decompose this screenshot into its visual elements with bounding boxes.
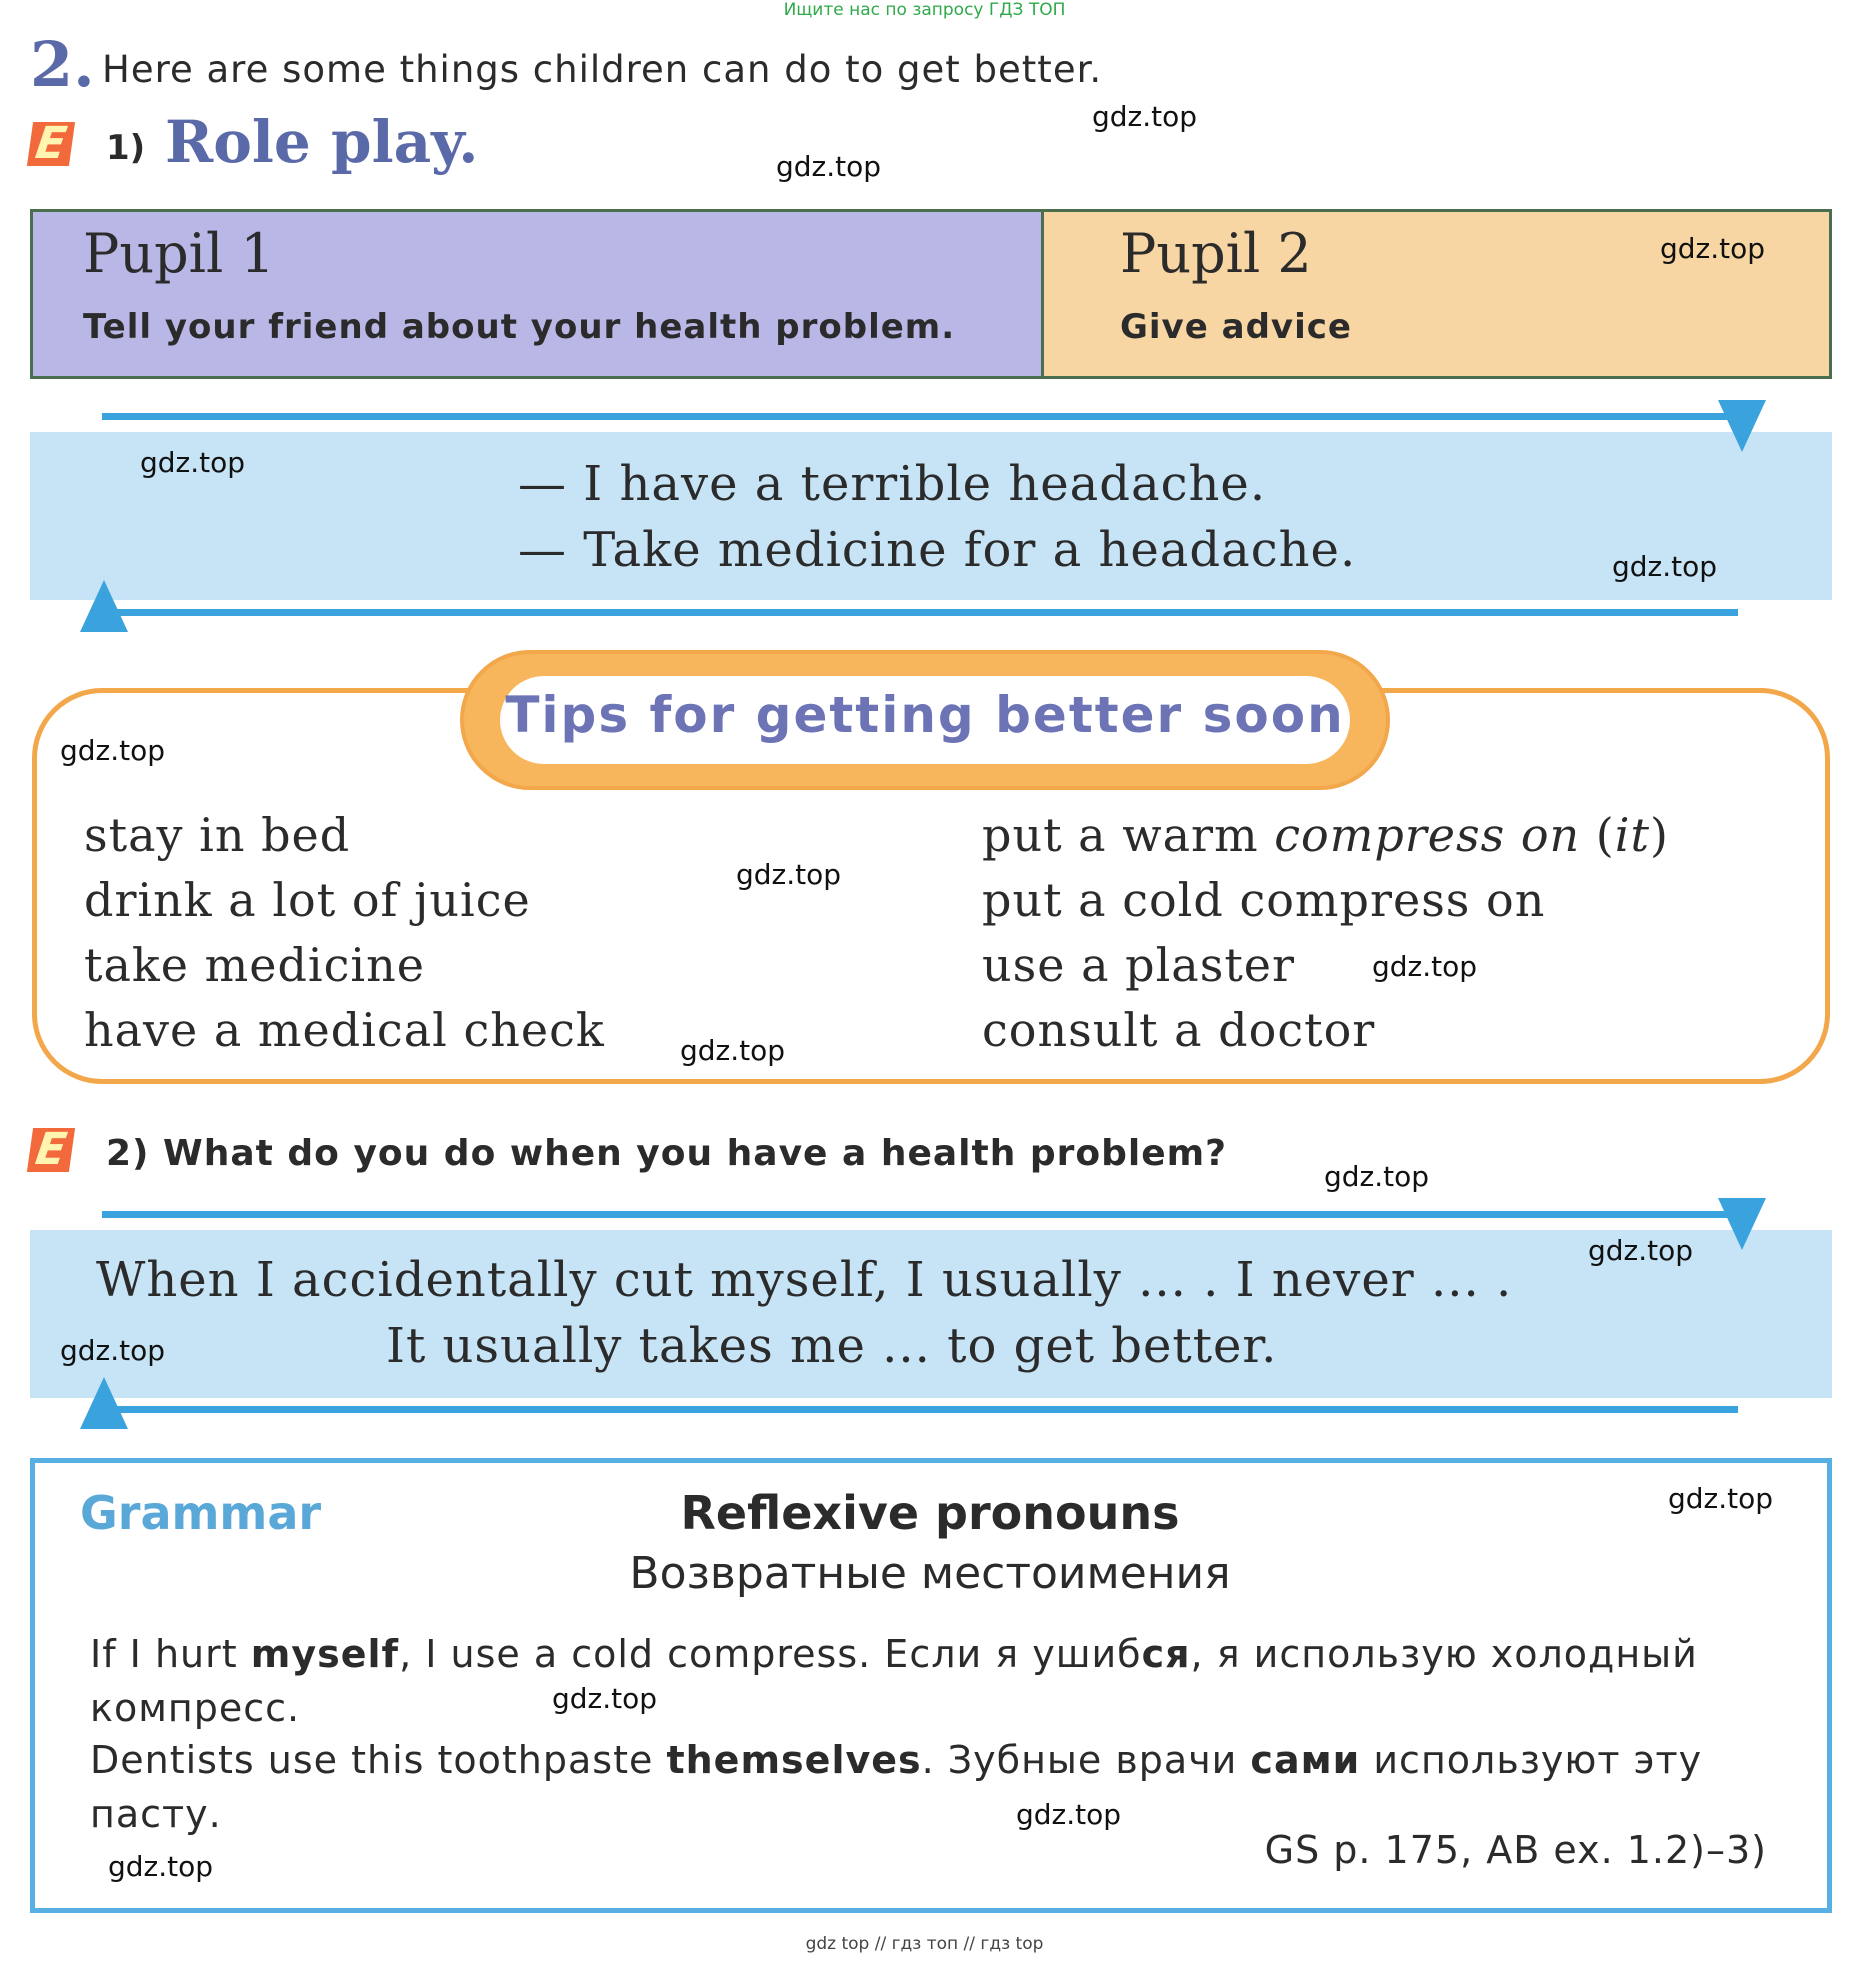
part1-title: Role play. xyxy=(165,108,479,176)
tip-left-2: drink a lot of juice xyxy=(84,873,531,927)
arrow-line-top xyxy=(102,413,1738,420)
watermark: gdz.top xyxy=(1612,550,1718,583)
pupil1-card xyxy=(30,209,1044,379)
pupil2-title: Pupil 2 xyxy=(1120,222,1312,285)
watermark: gdz.top xyxy=(140,446,246,479)
e-badge-icon-2: E xyxy=(27,1128,75,1172)
grammar-reference: GS p. 175, AB ex. 1.2)–3) xyxy=(1264,1828,1767,1872)
e-badge-icon: E xyxy=(27,122,75,166)
tip-right-3: use a plaster xyxy=(982,938,1296,992)
watermark: gdz.top xyxy=(552,1682,658,1715)
pupil1-desc: Tell your friend about your health problem. xyxy=(83,307,956,347)
watermark: gdz.top xyxy=(60,1334,166,1367)
exercise-number: 2. xyxy=(30,28,95,101)
bottom-banner: gdz top // гдз топ // гдз top xyxy=(805,1934,1044,1954)
top-banner: Ищите нас по запросу ГДЗ ТОП xyxy=(783,0,1066,20)
grammar-example-2-cont: пасту. xyxy=(90,1792,222,1836)
watermark: gdz.top xyxy=(1324,1160,1430,1193)
watermark: gdz.top xyxy=(1092,100,1198,133)
arrow-down-icon xyxy=(1718,400,1766,452)
tip-right-4: consult a doctor xyxy=(982,1003,1376,1057)
arrow-up-icon xyxy=(80,580,128,632)
grammar-title: Reflexive pronouns xyxy=(680,1486,1180,1540)
watermark: gdz.top xyxy=(1588,1234,1694,1267)
part1-number: 1) xyxy=(106,128,146,168)
watermark: gdz.top xyxy=(1016,1798,1122,1831)
tips-title: Tips for getting better soon xyxy=(505,686,1345,744)
grammar-subtitle: Возвратные местоимения xyxy=(629,1548,1231,1599)
part2-question: 2) What do you do when you have a health problem? xyxy=(106,1133,1228,1174)
watermark: gdz.top xyxy=(1660,232,1766,265)
exercise-instruction: Here are some things children can do to get better. xyxy=(102,48,1103,91)
grammar-example-1-cont: компресс. xyxy=(90,1686,301,1730)
arrow-line-top-2 xyxy=(102,1211,1738,1218)
dialog-line-1: — I have a terrible headache. xyxy=(518,456,1267,512)
grammar-example-2: Dentists use this toothpaste themselves. Зубные врачи сами используют эту xyxy=(90,1738,1703,1782)
watermark: gdz.top xyxy=(108,1850,214,1883)
tip-right-1: put a warm compress on (it) xyxy=(982,808,1669,862)
arrow-down-icon-2 xyxy=(1718,1198,1766,1250)
tip-left-4: have a medical check xyxy=(84,1003,605,1057)
watermark: gdz.top xyxy=(736,858,842,891)
pupil1-title: Pupil 1 xyxy=(83,222,275,285)
tip-left-1: stay in bed xyxy=(84,808,351,862)
grammar-example-1: If I hurt myself, I use a cold compress. Если я ушибся, я использую холодный xyxy=(90,1632,1698,1676)
watermark: gdz.top xyxy=(1668,1482,1774,1515)
arrow-line-bottom xyxy=(102,609,1738,616)
tip-left-3: take medicine xyxy=(84,938,425,992)
watermark: gdz.top xyxy=(776,150,882,183)
tip-right-2: put a cold compress on xyxy=(982,873,1546,927)
dialog-line-2: — Take medicine for a headache. xyxy=(518,522,1357,578)
watermark: gdz.top xyxy=(1372,950,1478,983)
template-line-2: It usually takes me ... to get better. xyxy=(386,1318,1278,1374)
template-line-1: When I accidentally cut myself, I usually ... . I never ... . xyxy=(96,1252,1513,1308)
grammar-label: Grammar xyxy=(80,1486,322,1540)
arrow-up-icon-2 xyxy=(80,1377,128,1429)
arrow-line-bottom-2 xyxy=(102,1406,1738,1413)
watermark: gdz.top xyxy=(680,1034,786,1067)
watermark: gdz.top xyxy=(60,734,166,767)
pupil2-desc: Give advice xyxy=(1120,307,1352,347)
